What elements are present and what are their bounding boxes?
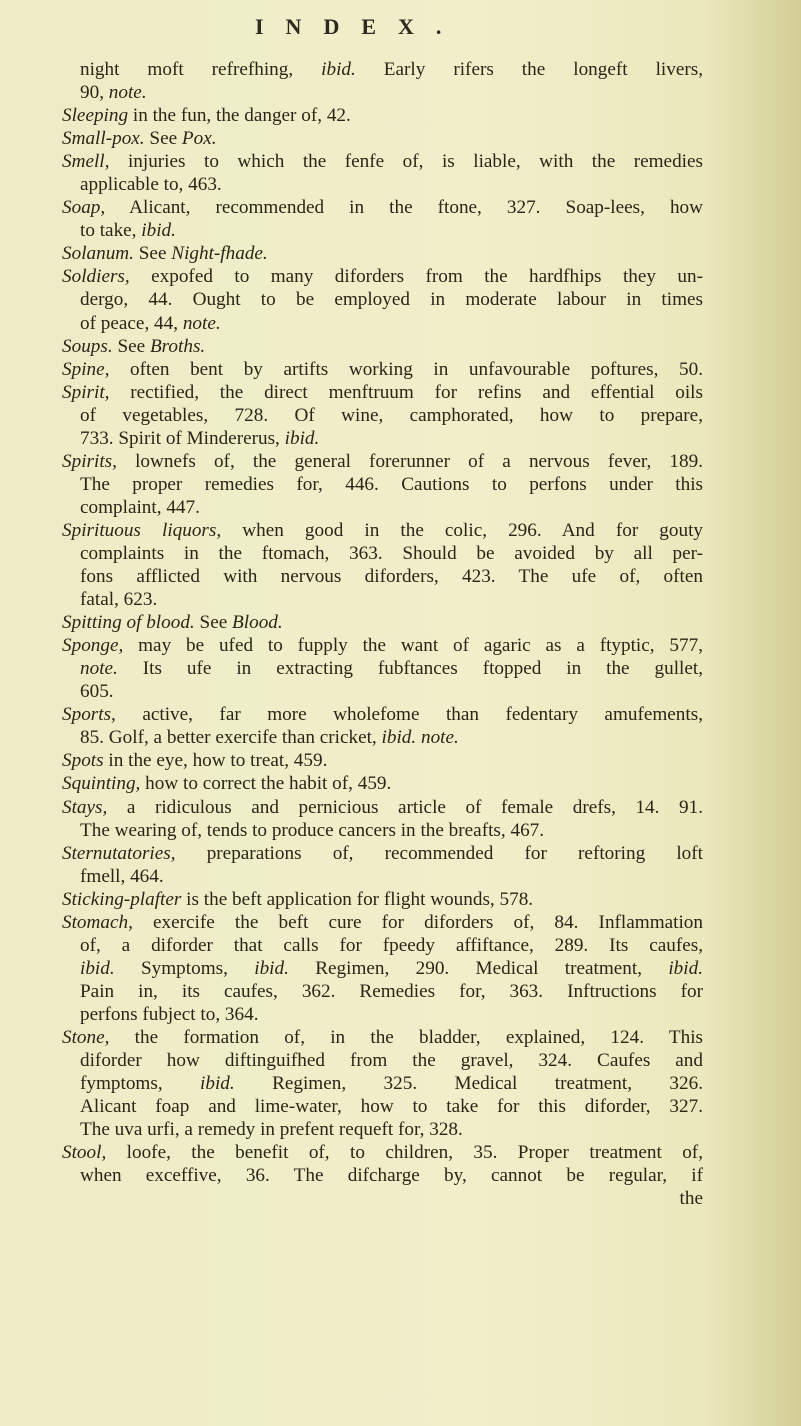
italic-text: ibid. [321, 59, 356, 80]
italic-text: Stone, [62, 1026, 110, 1048]
text: is the beft application for flight wounds, 578. [181, 888, 534, 910]
text: Regimen, 325. Medical treatment, 326. [234, 1073, 703, 1095]
italic-text: Spitting of blood. [62, 612, 195, 634]
index-entry-line [62, 242, 703, 265]
text: of, a diforder that calls for fpeedy affiftance, 289. Its caufes, [80, 934, 703, 956]
index-continuation-line [62, 404, 703, 427]
index-entry-line [62, 150, 703, 173]
italic-text: Solanum. [62, 243, 134, 265]
index-entry-line [62, 265, 703, 288]
text: 90, [80, 82, 109, 104]
index-continuation-line [62, 1049, 703, 1072]
index-entry-line [62, 127, 703, 150]
index-continuation-line [62, 865, 703, 888]
text: fymptoms, [80, 1073, 201, 1095]
text: often bent by artifts working in unfavourable poftures, 50. [109, 358, 703, 380]
index-continuation-line [62, 427, 703, 450]
italic-text: Sponge, [62, 635, 124, 657]
italic-text: Night-fhade. [171, 243, 268, 265]
text: when exceffive, 36. The difcharge by, cannot be regular, if [80, 1165, 703, 1187]
text: complaint, 447. [80, 496, 200, 518]
text: when good in the colic, 296. And for gouty [221, 519, 703, 541]
text: 605. [80, 681, 114, 703]
index-entry-line [62, 634, 703, 657]
italic-text: note. [108, 82, 147, 104]
italic-text: ibid. [284, 427, 320, 449]
index-entry-line [62, 911, 703, 934]
text: of peace, 44, [80, 312, 183, 334]
italic-text: Small-pox. [62, 128, 145, 150]
index-entry-line [62, 450, 703, 473]
text: 733. Spirit of Mindererus, [80, 427, 285, 449]
italic-text: Blood. [232, 612, 283, 634]
italic-text: ibid. [80, 957, 115, 979]
text: may be ufed to fupply the want of agaric as a ftyptic, 577, [123, 635, 703, 657]
italic-text: Soups. [62, 335, 113, 357]
text: injuries to which the fenfe of, is liable, with the remedies [109, 151, 703, 173]
text: 85. Golf, a better exercife than cricket, [80, 727, 382, 749]
index-entry-line [62, 335, 703, 358]
text: Symptoms, [114, 957, 255, 979]
text: The proper remedies for, 446. Cautions to perfons under this [80, 473, 703, 495]
text: Early rifers the longeft livers, [355, 59, 703, 80]
text: applicable to, 463. [80, 174, 222, 196]
italic-text: Spine, [62, 358, 110, 380]
italic-text: Stool, [62, 1142, 107, 1164]
index-entry-line [62, 519, 703, 542]
index-entry-line [62, 1141, 703, 1164]
italic-text: Soldiers, [62, 266, 130, 288]
text: preparations of, recommended for reftoring loft [175, 842, 703, 864]
text: to take, [80, 220, 142, 242]
italic-text: ibid. [668, 957, 703, 979]
italic-text: Sternutatories, [62, 842, 176, 864]
index-continuation-line [62, 980, 703, 1003]
text: fatal, 623. [80, 589, 158, 611]
index-entry-line [62, 796, 703, 819]
index-entry-line [62, 381, 703, 404]
text: the [679, 1188, 703, 1210]
index-continuation-line [62, 473, 703, 496]
index-entry-line [62, 1026, 703, 1049]
italic-text: Spirit, [62, 381, 110, 403]
text: Pain in, its caufes, 362. Remedies for, 363. Inftructions for [80, 980, 703, 1002]
index-continuation-line [62, 173, 703, 196]
index-continuation-line [62, 934, 703, 957]
index-entry-line [62, 611, 703, 634]
italic-text: Soap, [62, 197, 106, 219]
italic-text: ibid. note. [381, 727, 459, 749]
index-entry-line [62, 772, 703, 795]
text: The uva urfi, a remedy in prefent requeft for, 328. [80, 1119, 463, 1141]
italic-text: ibid. [254, 957, 289, 979]
text: The wearing of, tends to produce cancers in the breafts, 467. [80, 819, 545, 841]
index-entry-line [62, 358, 703, 381]
index-entry-line [62, 104, 703, 127]
italic-text: Smell, [62, 151, 110, 173]
index-entry-line [62, 749, 703, 772]
italic-text: note. [182, 312, 221, 334]
text: Regimen, 290. Medical treatment, [288, 957, 669, 979]
page-header-index: INDEX. [255, 14, 464, 39]
index-continuation-line [62, 496, 703, 519]
index-continuation-line [62, 1072, 703, 1095]
index-entry-line [62, 842, 703, 865]
text: loofe, the benefit of, to children, 35. Proper treatment of, [106, 1142, 703, 1164]
index-continuation-line [62, 81, 703, 104]
text: See [194, 612, 233, 634]
index-continuation-line [62, 957, 703, 980]
italic-text: Spots [62, 750, 104, 772]
italic-text: Stays, [62, 796, 108, 818]
text: the formation of, in the bladder, explained, 124. This [109, 1026, 703, 1048]
text: fmell, 464. [80, 865, 164, 887]
text: how to correct the habit of, 459. [140, 773, 392, 795]
index-continuation-line [62, 58, 703, 81]
index-continuation-line [62, 1003, 703, 1026]
index-page-body [62, 58, 703, 1210]
index-continuation-line [62, 1187, 703, 1210]
italic-text: Squinting, [62, 773, 141, 795]
index-continuation-line [62, 1118, 703, 1141]
italic-text: note. [80, 658, 118, 680]
text: expofed to many diforders from the hardfhips they un- [129, 266, 703, 288]
italic-text: ibid. [200, 1073, 235, 1095]
text: in the fun, the danger of, 42. [128, 105, 351, 127]
text: exercife the beft cure for diforders of, 84. Inflammation [132, 911, 703, 933]
index-continuation-line [62, 726, 703, 749]
text: See [144, 128, 182, 150]
text: Its ufe in extracting fubftances ftopped in the gullet, [117, 658, 703, 680]
index-continuation-line [62, 542, 703, 565]
text: lownefs of, the general forerunner of a nervous fever, 189. [116, 450, 703, 472]
index-continuation-line [62, 1164, 703, 1187]
text: in the eye, how to treat, 459. [103, 750, 328, 772]
text: fons afflicted with nervous diforders, 423. The ufe of, often [80, 566, 703, 588]
index-continuation-line [62, 819, 703, 842]
italic-text: Broths. [149, 335, 206, 357]
index-continuation-line [62, 219, 703, 242]
text: a ridiculous and pernicious article of female drefs, 14. 91. [107, 796, 703, 818]
text: See [133, 243, 172, 265]
text: diforder how diftinguifhed from the gravel, 324. Caufes and [80, 1050, 703, 1072]
text: active, far more wholefome than fedentary amufements, [115, 704, 703, 726]
text: perfons fubject to, 364. [80, 1003, 259, 1025]
text: rectified, the direct menftruum for refins and effential oils [109, 381, 703, 403]
index-continuation-line [62, 588, 703, 611]
italic-text: Spirits, [62, 450, 117, 472]
text: See [112, 335, 150, 357]
index-continuation-line [62, 657, 703, 680]
italic-text: Sticking-plafter [62, 888, 182, 910]
index-continuation-line [62, 680, 703, 703]
italic-text: ibid. [141, 220, 176, 242]
italic-text: Sleeping [62, 105, 129, 127]
index-entry-line [62, 196, 703, 219]
italic-text: Spirituous liquors, [62, 519, 222, 541]
text: Alicant foap and lime-water, how to take for this diforder, 327. [80, 1096, 703, 1118]
text: of vegetables, 728. Of wine, camphorated, how to prepare, [80, 404, 703, 426]
italic-text: Sports, [62, 704, 116, 726]
index-continuation-line [62, 288, 703, 311]
text: Alicant, recommended in the ftone, 327. Soap-lees, how [105, 197, 703, 219]
italic-text: Pox. [181, 128, 217, 150]
text: dergo, 44. Ought to be employed in moderate labour in times [80, 289, 703, 311]
index-entry-line [62, 703, 703, 726]
italic-text: Stomach, [62, 911, 133, 933]
text: complaints in the ftomach, 363. Should be avoided by all per- [80, 542, 703, 564]
text: night moft refrefhing, [80, 59, 322, 80]
index-entry-line [62, 888, 703, 911]
index-continuation-line [62, 312, 703, 335]
index-continuation-line [62, 565, 703, 588]
index-continuation-line [62, 1095, 703, 1118]
